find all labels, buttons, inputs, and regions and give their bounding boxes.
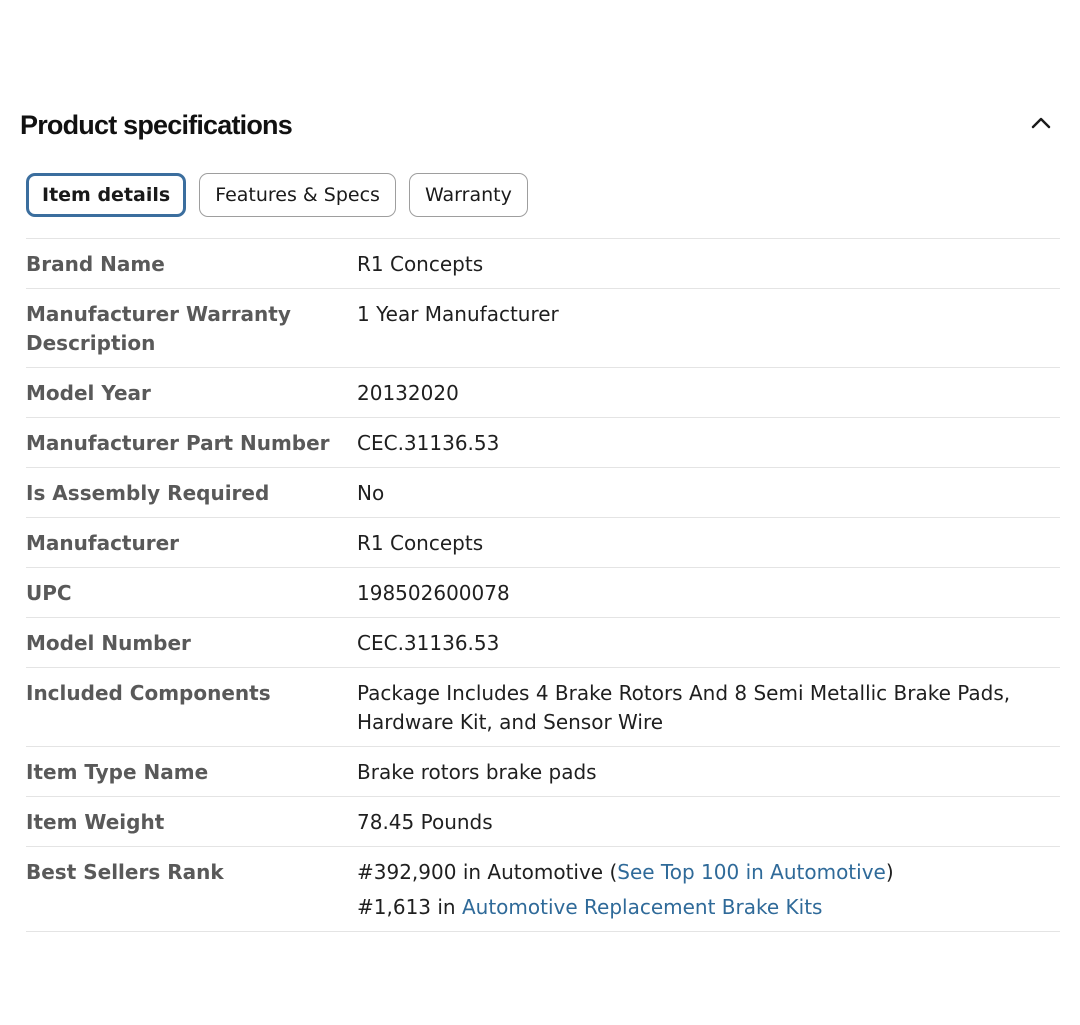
rank-line-brake-kits — [357, 893, 1060, 922]
specs-header — [20, 104, 1060, 148]
spec-label: Item Weight — [26, 810, 165, 834]
spec-label: Brand Name — [26, 252, 165, 276]
spec-value: 198502600078 — [357, 581, 510, 605]
spec-value: 78.45 Pounds — [357, 810, 493, 834]
spec-value: CEC.31136.53 — [357, 631, 500, 655]
spec-label: Item Type Name — [26, 760, 209, 784]
spec-value: 1 Year Manufacturer — [357, 302, 559, 326]
tab-features-specs[interactable]: Features & Specs — [199, 173, 396, 217]
rank-text: ) — [885, 860, 894, 884]
spec-row-model-year — [26, 368, 1060, 418]
spec-value: Brake rotors brake pads — [357, 760, 597, 784]
top-100-automotive-link[interactable]: See Top 100 in Automotive — [617, 860, 886, 884]
rank-text: #1,613 in — [357, 895, 462, 919]
spec-value: CEC.31136.53 — [357, 431, 500, 455]
spec-row-brand-name — [26, 239, 1060, 289]
tab-warranty[interactable]: Warranty — [409, 173, 528, 217]
spec-value: Package Includes 4 Brake Rotors And 8 Semi Metallic Brake Pads, Hardware Kit, and Sensor Wire — [357, 681, 1011, 734]
spec-label: UPC — [26, 581, 72, 605]
spec-row-included-components — [26, 668, 1060, 747]
spec-label: Model Year — [26, 381, 151, 405]
spec-label: Manufacturer — [26, 531, 180, 555]
spec-label: Model Number — [26, 631, 191, 655]
tab-item-details[interactable]: Item details — [26, 173, 186, 217]
spec-row-assembly-required — [26, 468, 1060, 518]
spec-row-item-type-name — [26, 747, 1060, 797]
spec-label: Is Assembly Required — [26, 481, 270, 505]
spec-row-item-weight — [26, 797, 1060, 847]
chevron-up-icon[interactable] — [1028, 110, 1054, 136]
spec-value: R1 Concepts — [357, 252, 484, 276]
rank-line-automotive — [357, 858, 1060, 887]
spec-value — [357, 858, 1060, 922]
brake-kits-category-link[interactable]: Automotive Replacement Brake Kits — [461, 895, 823, 919]
spec-label: Manufacturer Warranty Description — [26, 302, 291, 355]
spec-value: R1 Concepts — [357, 531, 484, 555]
spec-row-warranty-description — [26, 289, 1060, 368]
spec-value: 20132020 — [357, 381, 459, 405]
spec-row-upc — [26, 568, 1060, 618]
spec-label: Manufacturer Part Number — [26, 431, 330, 455]
spec-row-model-number — [26, 618, 1060, 668]
spec-value: No — [357, 481, 385, 505]
specs-table — [26, 238, 1060, 932]
rank-text: #392,900 in Automotive ( — [357, 860, 618, 884]
spec-tabs — [26, 173, 528, 217]
spec-row-part-number — [26, 418, 1060, 468]
page-title: Product specifications — [20, 110, 292, 140]
spec-label: Best Sellers Rank — [26, 860, 224, 884]
spec-row-manufacturer — [26, 518, 1060, 568]
spec-row-best-sellers-rank — [26, 847, 1060, 932]
spec-label: Included Components — [26, 681, 271, 705]
